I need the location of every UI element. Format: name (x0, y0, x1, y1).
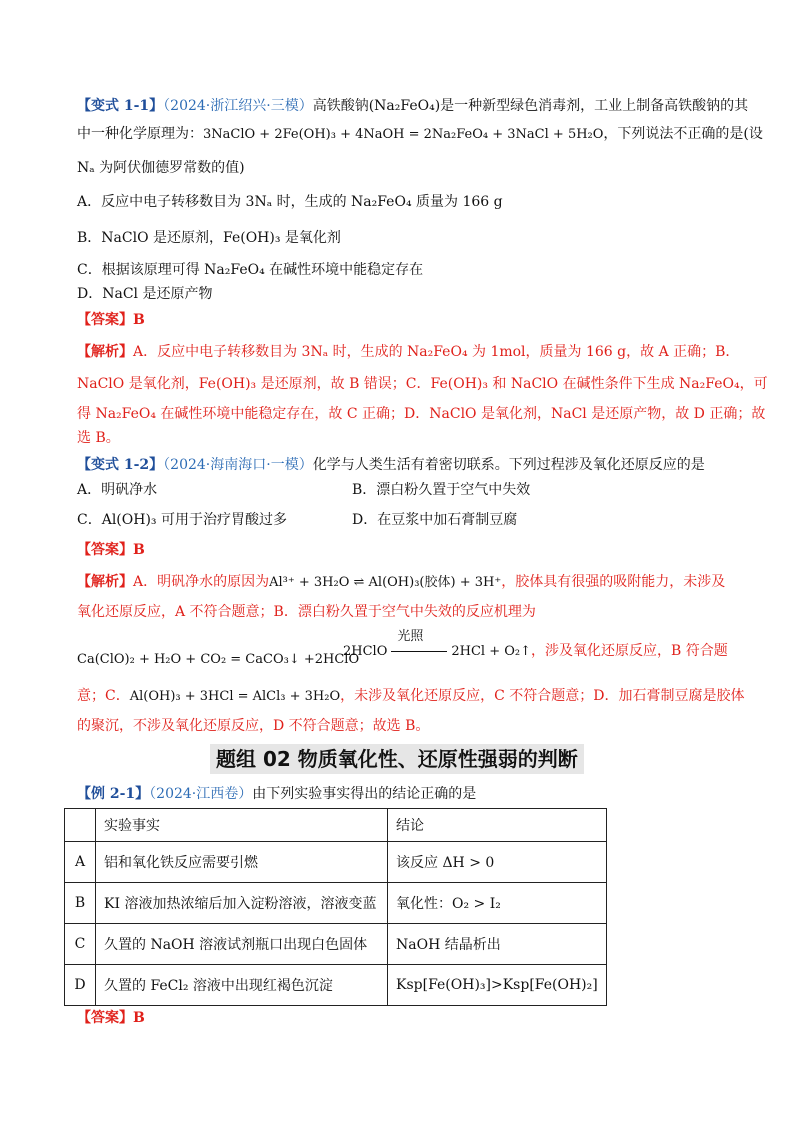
q1-option-d: D．NaCl 是还原产物 (77, 286, 213, 302)
q1-source: （2024·浙江绍兴·三模） (163, 98, 313, 114)
q2-eq3-line (391, 651, 447, 652)
q2-equation1: Al³⁺ + 3H₂O ⇌ Al(OH)₃(胶体) + 3H⁺ (269, 575, 502, 590)
q3-answer (77, 1008, 145, 1028)
q2-equation4: Al(OH)₃ + 3HCl = AlCl₃ + 3H₂O (129, 689, 341, 704)
q2-equation2: Ca(ClO)₂ + H₂O + CO₂ = CaCO₃↓ +2HClO (77, 652, 360, 667)
q2-answer (77, 540, 145, 560)
table-cell: A (65, 842, 96, 883)
table-header-cell (65, 809, 96, 842)
q1-explanation-line1 (77, 342, 739, 362)
q1-line2 (77, 124, 763, 145)
table-cell: C (65, 924, 96, 965)
q2-stem: 化学与人类生活有着密切联系。下列过程涉及氧化还原反应的是 (312, 457, 705, 473)
q1-option-a: A．反应中电子转移数目为 3Nₐ 时，生成的 Na₂FeO₄ 质量为 166 g (77, 194, 503, 210)
q2-tag: 【变式 1-2】 (77, 457, 164, 473)
q2-equation3 (343, 629, 728, 662)
section-title: 题组 02 物质氧化性、还原性强弱的判断 (210, 744, 584, 774)
q2-option-b: B．漂白粉久置于空气中失效 (352, 482, 531, 498)
q2-explanation-line5: 的聚沉，不涉及氧化还原反应，D 不符合题意；故选 B。 (77, 718, 430, 734)
q2-explanation-line1 (77, 572, 725, 593)
q1-explanation-line3: 得 Na₂FeO₄ 在碱性环境中能稳定存在，故 C 正确；D．NaClO 是氧化剂，NaCl 是还原产物，故 D 正确；故 (77, 406, 766, 422)
q1-stem-line2b: ，下列说法不正确的是(设 (603, 126, 763, 142)
q1-line1 (77, 96, 748, 116)
q1-stem-line3: Nₐ 为阿伏伽德罗常数的值) (77, 160, 245, 176)
table-row (65, 883, 607, 924)
q3-line1 (77, 784, 476, 804)
q2-eq3-arrow (387, 629, 451, 661)
q1-stem-line2a: 中一种化学原理为： (77, 126, 203, 142)
table-row (65, 924, 607, 965)
q3-source: （2024·江西卷） (149, 786, 253, 802)
table-header-row (65, 809, 607, 842)
q2-explanation-line2: 氧化还原反应，A 不符合题意；B．漂白粉久置于空气中失效的反应机理为 (77, 604, 536, 620)
q2-explanation-line4 (77, 686, 745, 707)
q1-explanation-label: 【解析】 (77, 344, 133, 360)
q2-eq3-left: 2HClO (343, 644, 388, 659)
q1-answer-label: 【答案】 (77, 312, 133, 328)
q2-option-a: A．明矾净水 (77, 482, 158, 498)
table-row (65, 965, 607, 1006)
table-row (65, 842, 607, 883)
q2-eq3-condition: 光照 (397, 629, 424, 644)
q2-eq3-right: 2HCl + O₂↑ (451, 644, 532, 659)
table-header-cell: 结论 (388, 809, 607, 842)
q3-table (64, 808, 607, 1006)
table-cell: 久置的 FeCl₂ 溶液中出现红褐色沉淀 (96, 965, 388, 1006)
q1-stem-line1: 高铁酸钠(Na₂FeO₄)是一种新型绿色消毒剂，工业上制备高铁酸钠的其 (312, 98, 749, 114)
q1-tag: 【变式 1-1】 (77, 98, 164, 114)
q2-line1 (77, 455, 705, 475)
table-header-cell: 实验事实 (96, 809, 388, 842)
q2-exp-text4a: 意；C． (77, 688, 130, 704)
table-cell: 该反应 ΔH > 0 (388, 842, 607, 883)
q2-explanation-label: 【解析】 (77, 574, 133, 590)
q2-option-c: C．Al(OH)₃ 可用于治疗胃酸过多 (77, 512, 287, 528)
q2-exp-text4b: ，未涉及氧化还原反应，C 不符合题意；D．加石膏制豆腐是胶体 (340, 688, 745, 704)
table-cell: Ksp[Fe(OH)₃]>Ksp[Fe(OH)₂] (388, 965, 607, 1006)
table-cell: D (65, 965, 96, 1006)
q2-exp-text1b: ，胶体具有很强的吸附能力，未涉及 (501, 574, 726, 590)
q2-answer-value: B (133, 542, 145, 558)
table-cell: NaOH 结晶析出 (388, 924, 607, 965)
q1-explanation-line4: 选 B。 (77, 430, 120, 446)
table-cell: 久置的 NaOH 溶液试剂瓶口出现白色固体 (96, 924, 388, 965)
q1-answer-value: B (133, 312, 145, 328)
table-cell: B (65, 883, 96, 924)
q1-option-b: B．NaClO 是还原剂，Fe(OH)₃ 是氧化剂 (77, 230, 341, 246)
table-cell: 铝和氧化铁反应需要引燃 (96, 842, 388, 883)
q3-answer-value: B (133, 1010, 145, 1026)
q1-answer (77, 310, 145, 330)
q3-answer-label: 【答案】 (77, 1010, 133, 1026)
q3-stem: 由下列实验事实得出的结论正确的是 (252, 786, 477, 802)
q2-exp-text1a: A．明矾净水的原因为 (133, 574, 270, 590)
q2-exp-text3b: ，涉及氧化还原反应，B 符合题 (531, 643, 728, 659)
q3-tag: 【例 2-1】 (77, 786, 150, 802)
q1-explanation-line2: NaClO 是氧化剂，Fe(OH)₃ 是还原剂，故 B 错误；C．Fe(OH)₃ 和 NaClO 在碱性条件下生成 Na₂FeO₄，可 (77, 376, 768, 392)
q1-exp-text1: A．反应中电子转移数目为 3Nₐ 时，生成的 Na₂FeO₄ 为 1mol，质量为 166 g，故 A 正确；B． (133, 344, 740, 360)
q2-source: （2024·海南海口·一模） (163, 457, 313, 473)
q1-option-c: C．根据该原理可得 Na₂FeO₄ 在碱性环境中能稳定存在 (77, 262, 424, 278)
table-cell: 氧化性：O₂ > I₂ (388, 883, 607, 924)
q2-option-d: D．在豆浆中加石膏制豆腐 (352, 512, 518, 528)
q2-answer-label: 【答案】 (77, 542, 133, 558)
table-cell: KI 溶液加热浓缩后加入淀粉溶液，溶液变蓝 (96, 883, 388, 924)
q1-equation: 3NaClO + 2Fe(OH)₃ + 4NaOH = 2Na₂FeO₄ + 3NaCl + 5H₂O (203, 127, 604, 142)
